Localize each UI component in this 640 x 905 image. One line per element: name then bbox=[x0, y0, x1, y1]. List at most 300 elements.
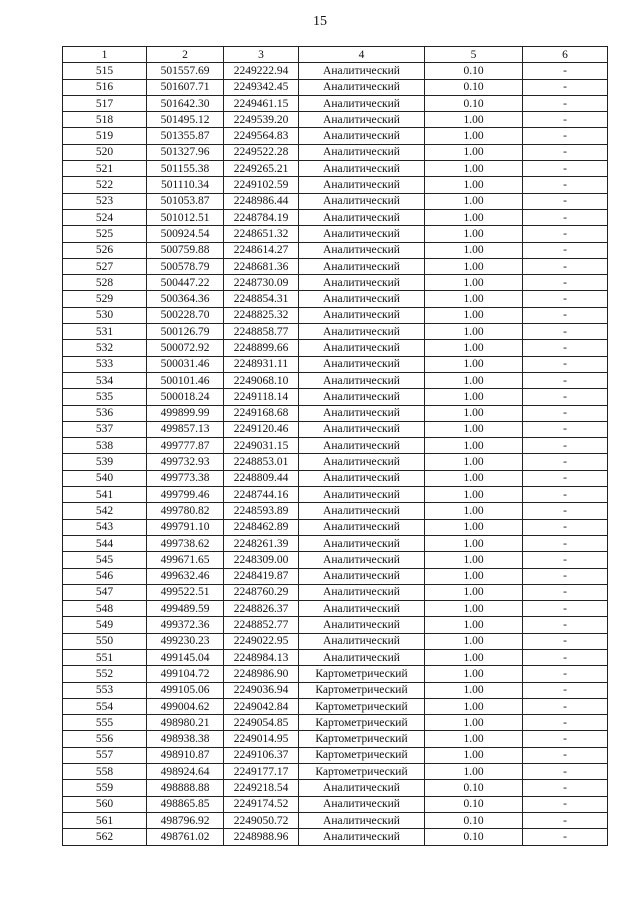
method-cell: Аналитический bbox=[299, 242, 425, 258]
x-coordinate-cell: 500447.22 bbox=[147, 275, 224, 291]
method-cell: Картометрический bbox=[299, 715, 425, 731]
accuracy-cell: 1.00 bbox=[425, 682, 523, 698]
method-cell: Аналитический bbox=[299, 812, 425, 828]
point-number-cell: 522 bbox=[63, 177, 147, 193]
description-cell: - bbox=[523, 128, 608, 144]
point-number-cell: 527 bbox=[63, 258, 147, 274]
x-coordinate-cell: 499777.87 bbox=[147, 438, 224, 454]
x-coordinate-cell: 500228.70 bbox=[147, 307, 224, 323]
description-cell: - bbox=[523, 535, 608, 551]
accuracy-cell: 1.00 bbox=[425, 617, 523, 633]
point-number-cell: 547 bbox=[63, 584, 147, 600]
y-coordinate-cell: 2248858.77 bbox=[224, 324, 299, 340]
description-cell: - bbox=[523, 829, 608, 845]
y-coordinate-cell: 2248931.11 bbox=[224, 356, 299, 372]
method-cell: Аналитический bbox=[299, 193, 425, 209]
table-row bbox=[63, 487, 608, 503]
point-number-cell: 546 bbox=[63, 568, 147, 584]
x-coordinate-cell: 501495.12 bbox=[147, 112, 224, 128]
accuracy-cell: 1.00 bbox=[425, 698, 523, 714]
method-cell: Картометрический bbox=[299, 666, 425, 682]
point-number-cell: 555 bbox=[63, 715, 147, 731]
y-coordinate-cell: 2249042.84 bbox=[224, 698, 299, 714]
description-cell: - bbox=[523, 242, 608, 258]
point-number-cell: 543 bbox=[63, 519, 147, 535]
method-cell: Аналитический bbox=[299, 275, 425, 291]
x-coordinate-cell: 500759.88 bbox=[147, 242, 224, 258]
description-cell: - bbox=[523, 161, 608, 177]
description-cell: - bbox=[523, 633, 608, 649]
description-cell: - bbox=[523, 698, 608, 714]
table-row bbox=[63, 454, 608, 470]
description-cell: - bbox=[523, 63, 608, 79]
accuracy-cell: 1.00 bbox=[425, 421, 523, 437]
point-number-cell: 535 bbox=[63, 389, 147, 405]
x-coordinate-cell: 501012.51 bbox=[147, 209, 224, 225]
table-row bbox=[63, 519, 608, 535]
accuracy-cell: 1.00 bbox=[425, 324, 523, 340]
method-cell: Аналитический bbox=[299, 177, 425, 193]
table-row bbox=[63, 112, 608, 128]
point-number-cell: 557 bbox=[63, 747, 147, 763]
description-cell: - bbox=[523, 601, 608, 617]
accuracy-cell: 1.00 bbox=[425, 666, 523, 682]
table-row bbox=[63, 698, 608, 714]
table-row bbox=[63, 747, 608, 763]
point-number-cell: 524 bbox=[63, 209, 147, 225]
point-number-cell: 544 bbox=[63, 535, 147, 551]
description-cell: - bbox=[523, 617, 608, 633]
accuracy-cell: 0.10 bbox=[425, 829, 523, 845]
description-cell: - bbox=[523, 226, 608, 242]
accuracy-cell: 1.00 bbox=[425, 438, 523, 454]
x-coordinate-cell: 501155.38 bbox=[147, 161, 224, 177]
x-coordinate-cell: 500031.46 bbox=[147, 356, 224, 372]
accuracy-cell: 0.10 bbox=[425, 95, 523, 111]
description-cell: - bbox=[523, 649, 608, 665]
table-row bbox=[63, 715, 608, 731]
accuracy-cell: 1.00 bbox=[425, 731, 523, 747]
x-coordinate-cell: 500364.36 bbox=[147, 291, 224, 307]
y-coordinate-cell: 2248826.37 bbox=[224, 601, 299, 617]
point-number-cell: 525 bbox=[63, 226, 147, 242]
method-cell: Аналитический bbox=[299, 796, 425, 812]
point-number-cell: 539 bbox=[63, 454, 147, 470]
x-coordinate-cell: 501607.71 bbox=[147, 79, 224, 95]
y-coordinate-cell: 2249564.83 bbox=[224, 128, 299, 144]
table-row bbox=[63, 405, 608, 421]
accuracy-cell: 1.00 bbox=[425, 193, 523, 209]
point-number-cell: 549 bbox=[63, 617, 147, 633]
table-row bbox=[63, 291, 608, 307]
method-cell: Аналитический bbox=[299, 438, 425, 454]
table-row bbox=[63, 242, 608, 258]
x-coordinate-cell: 499799.46 bbox=[147, 487, 224, 503]
method-cell: Аналитический bbox=[299, 324, 425, 340]
accuracy-cell: 1.00 bbox=[425, 307, 523, 323]
table-row bbox=[63, 829, 608, 845]
description-cell: - bbox=[523, 503, 608, 519]
y-coordinate-cell: 2248853.01 bbox=[224, 454, 299, 470]
y-coordinate-cell: 2248309.00 bbox=[224, 552, 299, 568]
y-coordinate-cell: 2248730.09 bbox=[224, 275, 299, 291]
point-number-cell: 515 bbox=[63, 63, 147, 79]
header-row bbox=[63, 47, 608, 63]
coordinates-table bbox=[62, 46, 608, 846]
description-cell: - bbox=[523, 95, 608, 111]
y-coordinate-cell: 2249539.20 bbox=[224, 112, 299, 128]
table-row bbox=[63, 731, 608, 747]
y-coordinate-cell: 2248988.96 bbox=[224, 829, 299, 845]
table-row bbox=[63, 193, 608, 209]
y-coordinate-cell: 2248852.77 bbox=[224, 617, 299, 633]
x-coordinate-cell: 500578.79 bbox=[147, 258, 224, 274]
y-coordinate-cell: 2248614.27 bbox=[224, 242, 299, 258]
method-cell: Аналитический bbox=[299, 487, 425, 503]
method-cell: Аналитический bbox=[299, 535, 425, 551]
point-number-cell: 556 bbox=[63, 731, 147, 747]
accuracy-cell: 1.00 bbox=[425, 601, 523, 617]
y-coordinate-cell: 2249177.17 bbox=[224, 764, 299, 780]
y-coordinate-cell: 2248651.32 bbox=[224, 226, 299, 242]
accuracy-cell: 1.00 bbox=[425, 226, 523, 242]
table-row bbox=[63, 796, 608, 812]
description-cell: - bbox=[523, 79, 608, 95]
x-coordinate-cell: 500072.92 bbox=[147, 340, 224, 356]
y-coordinate-cell: 2248825.32 bbox=[224, 307, 299, 323]
x-coordinate-cell: 499372.36 bbox=[147, 617, 224, 633]
point-number-cell: 561 bbox=[63, 812, 147, 828]
point-number-cell: 520 bbox=[63, 144, 147, 160]
table-row bbox=[63, 128, 608, 144]
method-cell: Аналитический bbox=[299, 79, 425, 95]
method-cell: Аналитический bbox=[299, 829, 425, 845]
table-row bbox=[63, 95, 608, 111]
method-cell: Аналитический bbox=[299, 519, 425, 535]
point-number-cell: 536 bbox=[63, 405, 147, 421]
point-number-cell: 526 bbox=[63, 242, 147, 258]
description-cell: - bbox=[523, 454, 608, 470]
header-cell-6: 6 bbox=[523, 47, 608, 63]
point-number-cell: 534 bbox=[63, 372, 147, 388]
description-cell: - bbox=[523, 812, 608, 828]
point-number-cell: 553 bbox=[63, 682, 147, 698]
method-cell: Аналитический bbox=[299, 340, 425, 356]
description-cell: - bbox=[523, 275, 608, 291]
accuracy-cell: 0.10 bbox=[425, 812, 523, 828]
accuracy-cell: 1.00 bbox=[425, 747, 523, 763]
method-cell: Картометрический bbox=[299, 747, 425, 763]
accuracy-cell: 1.00 bbox=[425, 161, 523, 177]
method-cell: Аналитический bbox=[299, 209, 425, 225]
y-coordinate-cell: 2249522.28 bbox=[224, 144, 299, 160]
table-row bbox=[63, 63, 608, 79]
accuracy-cell: 1.00 bbox=[425, 242, 523, 258]
y-coordinate-cell: 2248744.16 bbox=[224, 487, 299, 503]
description-cell: - bbox=[523, 324, 608, 340]
accuracy-cell: 1.00 bbox=[425, 177, 523, 193]
table-row bbox=[63, 372, 608, 388]
point-number-cell: 542 bbox=[63, 503, 147, 519]
table-header bbox=[63, 47, 608, 63]
y-coordinate-cell: 2248261.39 bbox=[224, 535, 299, 551]
y-coordinate-cell: 2249068.10 bbox=[224, 372, 299, 388]
accuracy-cell: 1.00 bbox=[425, 291, 523, 307]
point-number-cell: 523 bbox=[63, 193, 147, 209]
y-coordinate-cell: 2249174.52 bbox=[224, 796, 299, 812]
accuracy-cell: 1.00 bbox=[425, 405, 523, 421]
x-coordinate-cell: 501110.34 bbox=[147, 177, 224, 193]
description-cell: - bbox=[523, 552, 608, 568]
table-row bbox=[63, 177, 608, 193]
table-row bbox=[63, 421, 608, 437]
x-coordinate-cell: 498924.64 bbox=[147, 764, 224, 780]
method-cell: Аналитический bbox=[299, 454, 425, 470]
x-coordinate-cell: 498865.85 bbox=[147, 796, 224, 812]
y-coordinate-cell: 2249118.14 bbox=[224, 389, 299, 405]
accuracy-cell: 0.10 bbox=[425, 63, 523, 79]
method-cell: Аналитический bbox=[299, 584, 425, 600]
point-number-cell: 531 bbox=[63, 324, 147, 340]
x-coordinate-cell: 499230.23 bbox=[147, 633, 224, 649]
x-coordinate-cell: 499104.72 bbox=[147, 666, 224, 682]
y-coordinate-cell: 2248681.36 bbox=[224, 258, 299, 274]
x-coordinate-cell: 499522.51 bbox=[147, 584, 224, 600]
point-number-cell: 545 bbox=[63, 552, 147, 568]
y-coordinate-cell: 2248984.13 bbox=[224, 649, 299, 665]
table-row bbox=[63, 764, 608, 780]
method-cell: Аналитический bbox=[299, 649, 425, 665]
method-cell: Аналитический bbox=[299, 780, 425, 796]
accuracy-cell: 1.00 bbox=[425, 144, 523, 160]
point-number-cell: 518 bbox=[63, 112, 147, 128]
description-cell: - bbox=[523, 470, 608, 486]
table-row bbox=[63, 601, 608, 617]
accuracy-cell: 1.00 bbox=[425, 764, 523, 780]
point-number-cell: 528 bbox=[63, 275, 147, 291]
header-cell-4: 4 bbox=[299, 47, 425, 63]
x-coordinate-cell: 499857.13 bbox=[147, 421, 224, 437]
table-row bbox=[63, 535, 608, 551]
description-cell: - bbox=[523, 780, 608, 796]
method-cell: Картометрический bbox=[299, 682, 425, 698]
x-coordinate-cell: 499004.62 bbox=[147, 698, 224, 714]
description-cell: - bbox=[523, 144, 608, 160]
description-cell: - bbox=[523, 747, 608, 763]
point-number-cell: 558 bbox=[63, 764, 147, 780]
accuracy-cell: 1.00 bbox=[425, 372, 523, 388]
x-coordinate-cell: 498980.21 bbox=[147, 715, 224, 731]
y-coordinate-cell: 2249102.59 bbox=[224, 177, 299, 193]
x-coordinate-cell: 499671.65 bbox=[147, 552, 224, 568]
y-coordinate-cell: 2249014.95 bbox=[224, 731, 299, 747]
description-cell: - bbox=[523, 731, 608, 747]
point-number-cell: 530 bbox=[63, 307, 147, 323]
page-number: 15 bbox=[313, 14, 327, 29]
x-coordinate-cell: 501642.30 bbox=[147, 95, 224, 111]
point-number-cell: 551 bbox=[63, 649, 147, 665]
point-number-cell: 560 bbox=[63, 796, 147, 812]
method-cell: Аналитический bbox=[299, 144, 425, 160]
point-number-cell: 538 bbox=[63, 438, 147, 454]
y-coordinate-cell: 2249342.45 bbox=[224, 79, 299, 95]
point-number-cell: 533 bbox=[63, 356, 147, 372]
point-number-cell: 519 bbox=[63, 128, 147, 144]
accuracy-cell: 1.00 bbox=[425, 340, 523, 356]
point-number-cell: 516 bbox=[63, 79, 147, 95]
accuracy-cell: 1.00 bbox=[425, 487, 523, 503]
description-cell: - bbox=[523, 356, 608, 372]
x-coordinate-cell: 499738.62 bbox=[147, 535, 224, 551]
method-cell: Аналитический bbox=[299, 503, 425, 519]
y-coordinate-cell: 2249050.72 bbox=[224, 812, 299, 828]
x-coordinate-cell: 499899.99 bbox=[147, 405, 224, 421]
accuracy-cell: 1.00 bbox=[425, 519, 523, 535]
y-coordinate-cell: 2249054.85 bbox=[224, 715, 299, 731]
method-cell: Картометрический bbox=[299, 731, 425, 747]
x-coordinate-cell: 500126.79 bbox=[147, 324, 224, 340]
accuracy-cell: 1.00 bbox=[425, 535, 523, 551]
y-coordinate-cell: 2249222.94 bbox=[224, 63, 299, 79]
method-cell: Аналитический bbox=[299, 307, 425, 323]
description-cell: - bbox=[523, 291, 608, 307]
point-number-cell: 517 bbox=[63, 95, 147, 111]
accuracy-cell: 1.00 bbox=[425, 552, 523, 568]
table-row bbox=[63, 633, 608, 649]
x-coordinate-cell: 500101.46 bbox=[147, 372, 224, 388]
point-number-cell: 550 bbox=[63, 633, 147, 649]
y-coordinate-cell: 2249265.21 bbox=[224, 161, 299, 177]
point-number-cell: 532 bbox=[63, 340, 147, 356]
x-coordinate-cell: 498910.87 bbox=[147, 747, 224, 763]
accuracy-cell: 1.00 bbox=[425, 454, 523, 470]
accuracy-cell: 1.00 bbox=[425, 356, 523, 372]
x-coordinate-cell: 500018.24 bbox=[147, 389, 224, 405]
description-cell: - bbox=[523, 209, 608, 225]
y-coordinate-cell: 2249022.95 bbox=[224, 633, 299, 649]
description-cell: - bbox=[523, 487, 608, 503]
table-row bbox=[63, 780, 608, 796]
method-cell: Аналитический bbox=[299, 568, 425, 584]
y-coordinate-cell: 2248986.90 bbox=[224, 666, 299, 682]
table-row bbox=[63, 258, 608, 274]
description-cell: - bbox=[523, 764, 608, 780]
y-coordinate-cell: 2248986.44 bbox=[224, 193, 299, 209]
description-cell: - bbox=[523, 568, 608, 584]
x-coordinate-cell: 499105.06 bbox=[147, 682, 224, 698]
accuracy-cell: 1.00 bbox=[425, 633, 523, 649]
table-row bbox=[63, 584, 608, 600]
header-cell-2: 2 bbox=[147, 47, 224, 63]
method-cell: Картометрический bbox=[299, 764, 425, 780]
table-row bbox=[63, 812, 608, 828]
y-coordinate-cell: 2249036.94 bbox=[224, 682, 299, 698]
description-cell: - bbox=[523, 307, 608, 323]
y-coordinate-cell: 2248854.31 bbox=[224, 291, 299, 307]
table-row bbox=[63, 503, 608, 519]
accuracy-cell: 1.00 bbox=[425, 584, 523, 600]
method-cell: Аналитический bbox=[299, 112, 425, 128]
table-row bbox=[63, 389, 608, 405]
header-cell-5: 5 bbox=[425, 47, 523, 63]
table-row bbox=[63, 682, 608, 698]
accuracy-cell: 1.00 bbox=[425, 258, 523, 274]
x-coordinate-cell: 501557.69 bbox=[147, 63, 224, 79]
x-coordinate-cell: 499780.82 bbox=[147, 503, 224, 519]
table-row bbox=[63, 552, 608, 568]
table-row bbox=[63, 324, 608, 340]
method-cell: Аналитический bbox=[299, 389, 425, 405]
y-coordinate-cell: 2248899.66 bbox=[224, 340, 299, 356]
x-coordinate-cell: 499145.04 bbox=[147, 649, 224, 665]
accuracy-cell: 0.10 bbox=[425, 79, 523, 95]
description-cell: - bbox=[523, 682, 608, 698]
table-row bbox=[63, 617, 608, 633]
y-coordinate-cell: 2249218.54 bbox=[224, 780, 299, 796]
point-number-cell: 540 bbox=[63, 470, 147, 486]
table-row bbox=[63, 307, 608, 323]
x-coordinate-cell: 499791.10 bbox=[147, 519, 224, 535]
table-row bbox=[63, 144, 608, 160]
x-coordinate-cell: 499632.46 bbox=[147, 568, 224, 584]
method-cell: Аналитический bbox=[299, 601, 425, 617]
method-cell: Аналитический bbox=[299, 291, 425, 307]
header-cell-3: 3 bbox=[224, 47, 299, 63]
description-cell: - bbox=[523, 666, 608, 682]
method-cell: Аналитический bbox=[299, 128, 425, 144]
description-cell: - bbox=[523, 796, 608, 812]
y-coordinate-cell: 2249168.68 bbox=[224, 405, 299, 421]
description-cell: - bbox=[523, 258, 608, 274]
accuracy-cell: 1.00 bbox=[425, 209, 523, 225]
header-cell-1: 1 bbox=[63, 47, 147, 63]
x-coordinate-cell: 498796.92 bbox=[147, 812, 224, 828]
point-number-cell: 562 bbox=[63, 829, 147, 845]
y-coordinate-cell: 2248784.19 bbox=[224, 209, 299, 225]
table-row bbox=[63, 79, 608, 95]
table-row bbox=[63, 356, 608, 372]
description-cell: - bbox=[523, 715, 608, 731]
y-coordinate-cell: 2248593.89 bbox=[224, 503, 299, 519]
x-coordinate-cell: 501355.87 bbox=[147, 128, 224, 144]
x-coordinate-cell: 499732.93 bbox=[147, 454, 224, 470]
method-cell: Аналитический bbox=[299, 161, 425, 177]
table-row bbox=[63, 649, 608, 665]
description-cell: - bbox=[523, 389, 608, 405]
description-cell: - bbox=[523, 193, 608, 209]
method-cell: Аналитический bbox=[299, 617, 425, 633]
description-cell: - bbox=[523, 584, 608, 600]
point-number-cell: 529 bbox=[63, 291, 147, 307]
point-number-cell: 521 bbox=[63, 161, 147, 177]
description-cell: - bbox=[523, 340, 608, 356]
accuracy-cell: 1.00 bbox=[425, 470, 523, 486]
x-coordinate-cell: 501327.96 bbox=[147, 144, 224, 160]
accuracy-cell: 1.00 bbox=[425, 275, 523, 291]
description-cell: - bbox=[523, 112, 608, 128]
description-cell: - bbox=[523, 177, 608, 193]
method-cell: Аналитический bbox=[299, 421, 425, 437]
method-cell: Аналитический bbox=[299, 633, 425, 649]
x-coordinate-cell: 498938.38 bbox=[147, 731, 224, 747]
y-coordinate-cell: 2248809.44 bbox=[224, 470, 299, 486]
point-number-cell: 552 bbox=[63, 666, 147, 682]
y-coordinate-cell: 2249106.37 bbox=[224, 747, 299, 763]
accuracy-cell: 1.00 bbox=[425, 128, 523, 144]
point-number-cell: 541 bbox=[63, 487, 147, 503]
accuracy-cell: 1.00 bbox=[425, 389, 523, 405]
method-cell: Аналитический bbox=[299, 226, 425, 242]
